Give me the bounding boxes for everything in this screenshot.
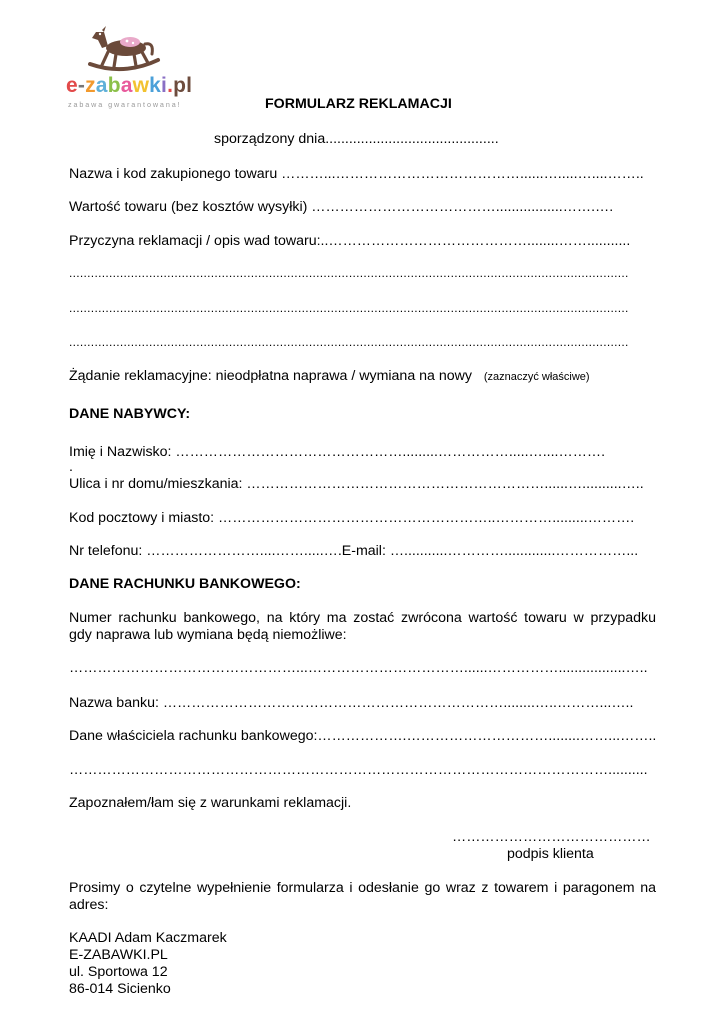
field-product-value: Wartość towaru (bez kosztów wysyłki) ………………………………….................…….…. bbox=[69, 199, 614, 215]
buyer-phone-field: Nr telefonu: ……………………....…….....….E-mail: …...........………….............……………... bbox=[69, 543, 639, 559]
blank-line: .......................................................................................................................................................... bbox=[69, 301, 629, 315]
date-line: sporządzony dnia............................................ bbox=[214, 131, 499, 147]
request-note: (zaznaczyć właściwe) bbox=[483, 371, 590, 383]
logo-tagline: zabawa gwarantowana! bbox=[68, 100, 182, 109]
address-line: ul. Sportowa 12 bbox=[69, 964, 168, 980]
bank-description-line2: gdy naprawa lub wymiana będą niemożliwe: bbox=[69, 627, 347, 643]
instructions-line2: adres: bbox=[69, 897, 109, 913]
bank-owner-field: Dane właściciela rachunku bankowego:……………….…………………………........……...…….. bbox=[69, 728, 656, 744]
request-label: Żądanie reklamacyjne: nieodpłatna naprawa / wymiana na nowy bbox=[69, 368, 472, 384]
logo-letter-e: e bbox=[66, 74, 78, 97]
logo-dash: - bbox=[77, 74, 86, 97]
rocking-horse-icon bbox=[84, 24, 164, 72]
logo-text: e-zabawki.pl bbox=[66, 74, 193, 97]
bank-description-line1: Numer rachunku bankowego, na który ma zostać zwrócona wartość towaru w przypadku bbox=[69, 610, 656, 626]
buyer-name-field: Imię i Nazwisko: ………………………………………….........…………….....…....………. bbox=[69, 444, 606, 460]
blank-line: .......................................................................................................................................................... bbox=[69, 335, 629, 349]
buyer-postal-field: Kod pocztowy i miasto: …………………………………………………..………….........………. bbox=[69, 510, 635, 526]
bank-account-blank: …………………………………………...……………………………......…………….................….. bbox=[69, 660, 648, 676]
address-line: 86-014 Sicienko bbox=[69, 981, 171, 997]
signature-line: …………………………………… bbox=[452, 829, 651, 845]
address-line: E-ZABAWKI.PL bbox=[69, 947, 168, 963]
stray-dot: . bbox=[69, 459, 73, 475]
bank-heading: DANE RACHUNKU BANKOWEGO: bbox=[69, 576, 301, 592]
blank-line: .......................................................................................................................................................... bbox=[69, 266, 629, 280]
bank-name-field: Nazwa banku: ………………………………………………………………........…..………...….. bbox=[69, 695, 634, 711]
form-title: FORMULARZ REKLAMACJI bbox=[265, 96, 452, 112]
bank-owner-blank: …………………………………………………………………………………………………….......... bbox=[69, 762, 648, 778]
logo bbox=[66, 22, 193, 112]
instructions-line1: Prosimy o czytelne wypełnienie formularza i odesłanie go wraz z towarem i paragonem na bbox=[69, 880, 656, 896]
field-product-name: Nazwa i kod zakupionego towaru ………...…………………………………......….....…....…….. bbox=[69, 166, 644, 182]
signature-label: podpis klienta bbox=[507, 846, 594, 862]
field-complaint-reason: Przyczyna reklamacji / opis wad towaru:..……………………………………........……........... bbox=[69, 233, 631, 249]
acknowledgement: Zapoznałem/łam się z warunkami reklamacji. bbox=[69, 795, 352, 811]
buyer-street-field: Ulica i nr domu/mieszkania: ………………………………………………………......…..........….. bbox=[69, 476, 644, 492]
request-line bbox=[69, 368, 590, 384]
address-block bbox=[69, 930, 227, 998]
buyer-heading: DANE NABYWCY: bbox=[69, 406, 191, 422]
address-line: KAADI Adam Kaczmarek bbox=[69, 930, 227, 946]
